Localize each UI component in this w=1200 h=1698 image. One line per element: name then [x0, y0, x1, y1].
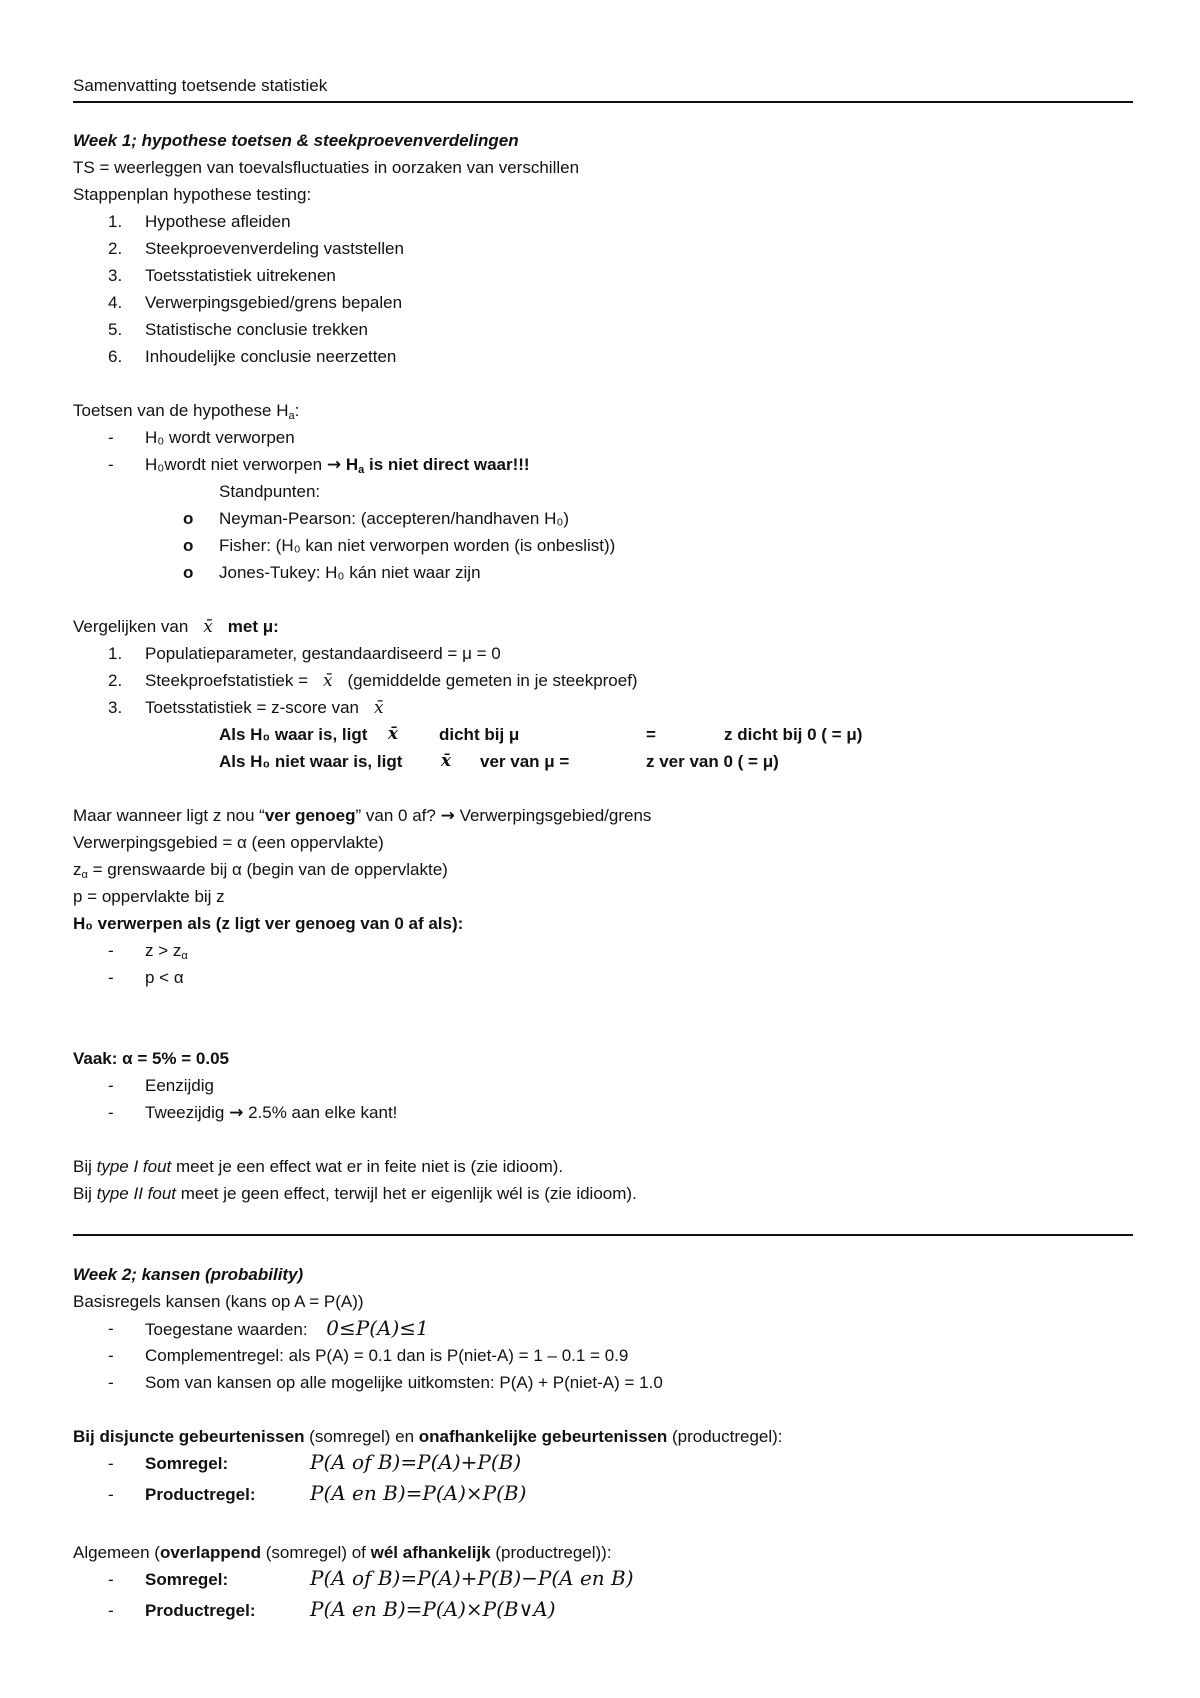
type2-error: Bij type II fout meet je geen effect, terwijl het er eigenlijk wél is (zie idioom).: [73, 1184, 637, 1203]
arrow-right-icon: →: [326, 455, 342, 475]
reject-condition: - p < α: [108, 968, 184, 987]
step-item: 6. Inhoudelijke conclusie neerzetten: [108, 347, 397, 366]
xbar-symbol: x̄: [373, 698, 384, 718]
section-rule: [73, 1234, 1133, 1236]
reject-condition: - $z > z_\alpha$: [108, 941, 188, 962]
viewpoint-item: o Jones-Tukey: H₀ kán niet waar zijn: [183, 563, 481, 582]
reject-rule: H₀ verwerpen als (z ligt ver genoeg van 0 af als):: [73, 914, 464, 933]
p-def: p = oppervlakte bij z: [73, 887, 225, 906]
xbar-symbol: x̄: [387, 724, 399, 744]
viewpoint-item: o Neyman-Pearson: (accepteren/handhaven H₀): [183, 509, 570, 528]
h0-rejected-item: - H₀ wordt verworpen: [108, 428, 295, 447]
arrow-right-icon: →: [229, 1103, 244, 1123]
arrow-right-icon: →: [440, 806, 455, 826]
document-header: [73, 72, 1133, 99]
h0-false-row: Als H₀ niet waar is, ligt x̄ ver van μ = z ver van 0 ( = μ): [73, 748, 1133, 775]
step-item: 1. Hypothese afleiden: [108, 212, 291, 231]
compare-item: 3. Toetsstatistiek = z-score van x̄: [73, 694, 1133, 721]
disjunct-title: Bij disjuncte gebeurtenissen (somregel) en onafhankelijke gebeurtenissen (productregel):: [73, 1427, 783, 1446]
allowed-values-item: - Toegestane waarden: 0≤P(A)≤1: [108, 1316, 429, 1340]
z-alpha-def: $z_\alpha$ = grenswaarde bij α (begin van de oppervlakte): [73, 860, 448, 881]
week2-section: [73, 1261, 1133, 1628]
h0-true-row: Als H₀ waar is, ligt x̄ dicht bij μ = z dicht bij 0 ( = μ): [73, 721, 1133, 748]
week2-heading: Week 2; kansen (probability): [73, 1265, 304, 1284]
far-enough-question: Maar wanneer ligt z nou “ver genoeg” van 0 af? → Verwerpingsgebied/grens: [73, 806, 652, 826]
vaak-line: Vaak: α = 5% = 0.05: [73, 1049, 230, 1068]
viewpoint-item: o Fisher: (H₀ kan niet verworpen worden (is onbeslist)): [183, 536, 616, 555]
header-rule: [73, 101, 1133, 103]
disjunct-product-rule: - Productregel: P(A en B)=P(A)×P(B): [108, 1481, 527, 1505]
complement-item: - Complementregel: als P(A) = 0.1 dan is P(niet-A) = 1 – 0.1 = 0.9: [108, 1346, 629, 1365]
header-title: Samenvatting toetsende statistiek: [73, 76, 328, 95]
sided-item: - Eenzijdig: [108, 1076, 214, 1095]
xbar-symbol: x̄: [322, 671, 333, 691]
ts-definition: TS = weerleggen van toevalsfluctuaties in oorzaken van verschillen: [73, 158, 580, 177]
standpunten-label: Standpunten:: [219, 482, 321, 501]
step-item: 4. Verwerpingsgebied/grens bepalen: [108, 293, 403, 312]
disjunct-sum-rule: - Somregel: P(A of B)=P(A)+P(B): [108, 1450, 522, 1474]
week1-heading: Week 1; hypothese toetsen & steekproevenverdelingen: [73, 131, 519, 150]
steps-title: Stappenplan hypothese testing:: [73, 185, 312, 204]
type1-error: Bij type I fout meet je een effect wat er in feite niet is (zie idioom).: [73, 1157, 564, 1176]
general-title: Algemeen (overlappend (somregel) of wél afhankelijk (productregel)):: [73, 1543, 612, 1562]
reject-region-def: Verwerpingsgebied = α (een oppervlakte): [73, 833, 384, 852]
h0-not-rejected-item: - H₀wordt niet verworpen → $H_a$ is niet direct waar!!!: [108, 455, 530, 476]
sided-item: - Tweezijdig → 2.5% aan elke kant!: [108, 1103, 398, 1123]
general-sum-rule: - Somregel: P(A of B)=P(A)+P(B)−P(A en B): [108, 1566, 634, 1590]
basis-rules: Basisregels kansen (kans op A = P(A)): [73, 1292, 364, 1311]
step-item: 3. Toetsstatistiek uitrekenen: [108, 266, 336, 285]
week1-section: [73, 127, 1133, 1207]
toetsen-title: Toetsen van de hypothese $H_a$:: [73, 401, 300, 422]
compare-title: Vergelijken van x̄ met μ:: [73, 613, 1133, 640]
compare-item: 2. Steekproefstatistiek = x̄ (gemiddelde gemeten in je steekproef): [73, 667, 1133, 694]
step-item: 2. Steekproevenverdeling vaststellen: [108, 239, 404, 258]
sum-all-item: - Som van kansen op alle mogelijke uitkomsten: P(A) + P(niet-A) = 1.0: [108, 1373, 663, 1392]
xbar-symbol: x̄: [440, 751, 452, 771]
step-item: 5. Statistische conclusie trekken: [108, 320, 368, 339]
xbar-symbol: x̄: [203, 617, 213, 637]
general-product-rule: - Productregel: P(A en B)=P(A)×P(B∨A): [108, 1597, 556, 1621]
compare-item: 1. Populatieparameter, gestandaardiseerd = μ = 0: [108, 644, 501, 663]
